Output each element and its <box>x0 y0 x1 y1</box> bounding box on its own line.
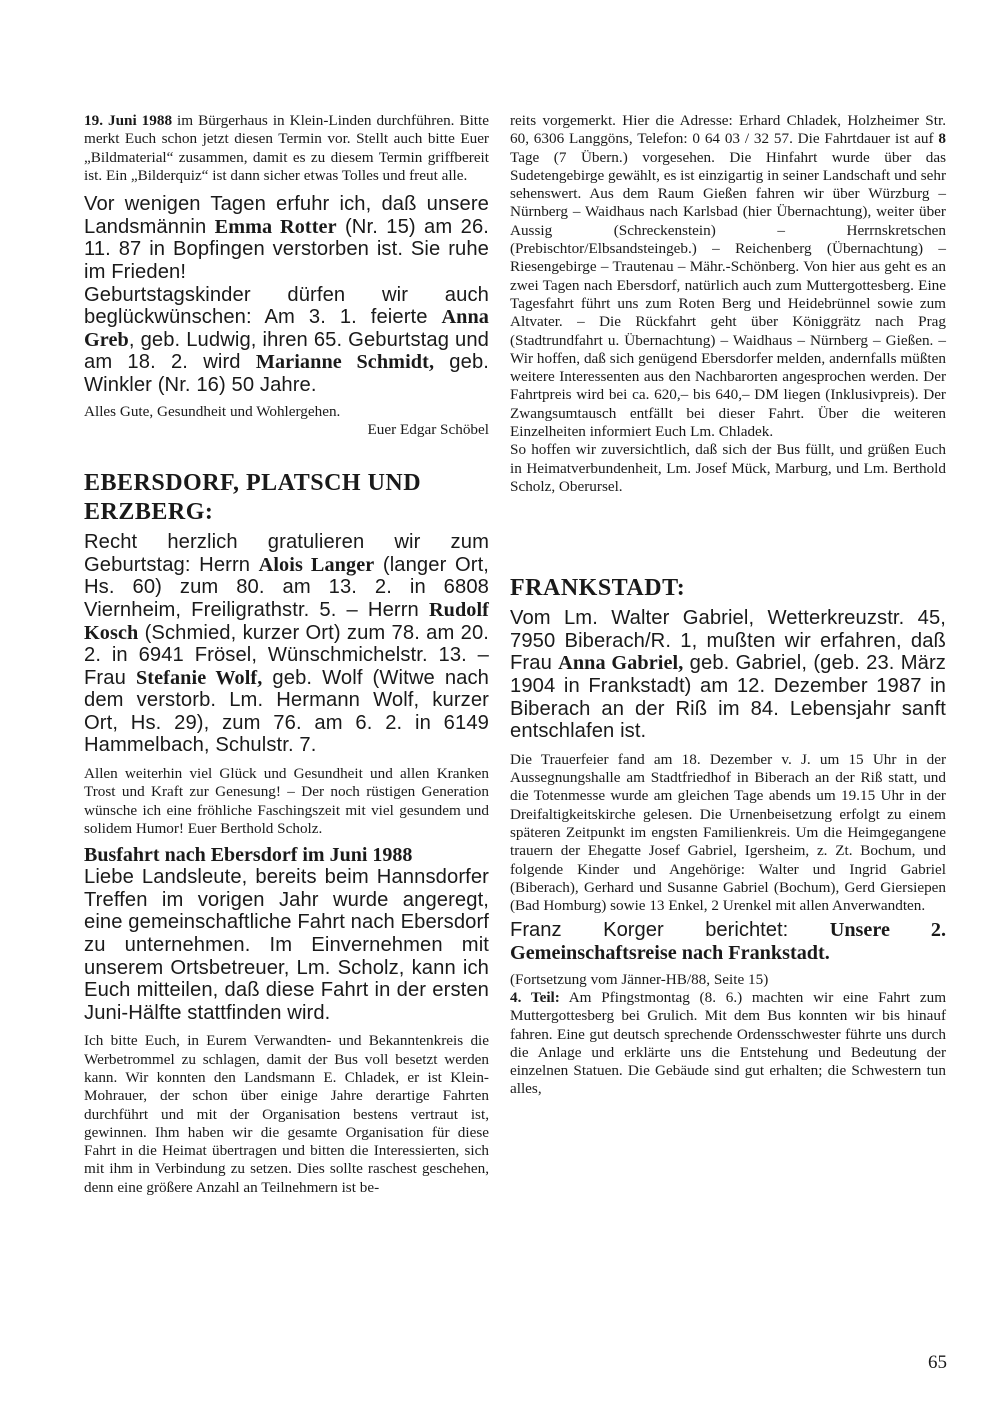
signature: Euer Edgar Schöbel <box>367 420 489 438</box>
continuation-note: (Fortsetzung vom Jänner-HB/88, Seite 15) <box>510 970 769 988</box>
closing-paragraph: Allen weiterhin viel Glück und Gesundheit und allen Kranken Trost und Kraft zur Genesung! – Der noch rüstigen Generation wünsche ich eine fröhliche Faschingszeit mit viel gesundem und solidem Humor! Euer Berthold Scholz. <box>84 765 489 837</box>
event-date: 19. Juni 1988 <box>84 112 173 129</box>
wishes-line: Alles Gute, Gesundheit und Wohlergehen. <box>84 402 341 420</box>
bus-trip-lead: Liebe Landsleute, bereits beim Hannsdorfer Treffen im vorigen Jahr wurde angeregt, eine gemeinschaftliche Fahrt nach Ebersdorf zu unternehmen. Im Einvernehmen mit unserem Ortsbetreuer, Lm. Scholz, kann ich Euch mitteilen, daß diese Fahrt in der ersten Juni-Hälfte stattfinden wird. <box>84 866 489 1024</box>
birthday-notice: Geburtstagskinder dürfen wir auch beglückwünschen: Am 3. 1. feierte Anna Greb, geb. Ludwig, ihren 65. Geburtstag und am 18. 2. wird Marianne Schmidt, geb. Winkler (Nr. 16) 50 Jahre. <box>84 283 489 396</box>
bus-trip-body: Ich bitte Euch, in Eurem Verwandten- und Bekanntenkreis die Werbetrommel zu schlagen, damit der Bus voll besetzt werden kann. Wir konnten den Landsmann E. Chladek, er ist Klein-Mohrauer, der schon über einige Jahre derartige Fahrten durchführt und mit der Organisation bestens vertraut ist, gewinnen. Ihm haben wir die gesamte Organisation für diese Fahrt in die Heimat übertragen und bitten die Interessierten, sich mit ihm in Verbindung zu setzen. Dies sollte raschest geschehen, denn eine größere Anzahl an Teilnehmern ist be- <box>84 1032 489 1196</box>
person-name: Alois Langer <box>258 553 375 576</box>
greeting-paragraph: So hoffen wir zuversichtlich, daß sich der Bus füllt, und grüßen Euch in Heimatverbundenheit, Lm. Josef Mück, Marburg, und Lm. Berthold Scholz, Oberursel. <box>510 441 946 495</box>
right-column <box>510 112 946 1099</box>
person-name: Rudolf Kosch <box>84 598 489 644</box>
person-name: Anna Gabriel, <box>558 652 684 675</box>
trip-details-paragraph: reits vorgemerkt. Hier die Adresse: Erhard Chladek, Holzheimer Str. 60, 6306 Langgöns, Telefon: 0 64 03 / 32 57. Die Fahrtdauer ist auf 8 Tage (7 Übern.) vorgesehen. Die Hinfahrt wurde über das Sudetengebirge gewählt, es ist einzigartig in seiner Landschaft und sehr sehenswert. Aus dem Raum Gießen fahren wir über Würzburg – Nürnberg – Waidhaus nach Karlsbad (hier Übernachtung), weiter über Aussig (Schreckenstein) – Herrnskretschen (Prebischtor/Elbsandsteingeb.) – Reichenberg (Übernachtung) – Riesengebirge – Trautenau – Mähr.-Schönberg. Von hier aus geht es an zwei Tagen nach Ebersdorf, natürlich auch zum Muttergottesberg. Eine Tagesfahrt führt uns zum Roten Berg und Heidebrünnel sowie zum Altvater. – Die Rückfahrt geht über Königgrätz nach Prag (Stadtrundfahrt u. Übernachtung) – Waidhaus – Nürnberg – Gießen. – Wir hoffen, daß sich genügend Ebersdorfer melden, andernfalls müßten weitere Interessenten aus den Nachbarorten angesprochen werden. Der Fahrtpreis wird bei ca. 620,– bis 640,– DM liegen (Inklusivpreis). Der Zwangsumtausch entfällt bei dieser Fahrt. Über die weiteren Einzelheiten informiert Euch Lm. Chladek. <box>510 112 946 441</box>
left-column <box>84 112 489 1197</box>
intro-paragraph: 19. Juni 1988 im Bürgerhaus in Klein-Linden durchführen. Bitte merkt Euch schon jetzt diesen Termin vor. Stellt auch bitte Euer „Bildmaterial“ zusammen, damit es zu diesem Termin griffbereit ist. Ein „Bilderquiz“ ist dann sicher etwas Tolles und freut alle. <box>84 112 489 184</box>
person-name: Emma Rotter <box>214 215 337 238</box>
page-number: 65 <box>928 1352 947 1373</box>
report-heading: Franz Korger berichtet: Unsere 2. Gemeinschaftsreise nach Frankstadt. <box>510 919 946 965</box>
subheading-bus-trip: Busfahrt nach Ebersdorf im Juni 1988 <box>84 844 413 867</box>
person-name: Marianne Schmidt, <box>255 351 435 374</box>
section-heading-frankstadt: FRANKSTADT: <box>510 575 686 602</box>
funeral-paragraph: Die Trauerfeier fand am 18. Dezember v. J. um 15 Uhr in der Aussegnungshalle am Stadtfriedhof in Biberach an der Riß statt, und die Totenmesse wurde am gleichen Tage abends um 19.15 Uhr in der Dreifaltigkeitskirche gelesen. Die Urnenbeisetzung erfolgt zu einem späteren Zeitpunkt im engsten Familienkreis. Um die Heimgegangene trauern der Ehegatte Josef Gabriel, Igersheim, z. Zt. Bochum, und folgende Kinder und Angehörige: Walter und Ingrid Gabriel (Biberach), Gerhard und Susanne Gabriel (Bochum), Gerd Giersiepen (Bad Homburg) sowie 13 Enkel, 2 Urenkel mit allen Anverwandten. <box>510 750 946 915</box>
trip-days: 8 <box>938 130 946 148</box>
part-label: 4. Teil: <box>510 988 560 1006</box>
person-name: Stefanie Wolf, <box>135 666 263 689</box>
congratulations-paragraph: Recht herzlich gratulieren wir zum Geburtstag: Herrn Alois Langer (langer Ort, Hs. 60) zum 80. am 13. 2. in 6808 Viernheim, Freiligrathstr. 5. – Herrn Rudolf Kosch (Schmied, kurzer Ort) zum 78. am 20. 2. in 6941 Frösel, Wünschmichelstr. 13. – Frau Stefanie Wolf, geb. Wolf (Witwe nach dem verstorb. Lm. Hermann Wolf, kurzer Ort, Hs. 29), zum 76. am 6. 2. in 6149 Hammelbach, Schulstr. 7. <box>84 531 490 757</box>
frankstadt-death-notice: Vom Lm. Walter Gabriel, Wetterkreuzstr. 45, 7950 Biberach/R. 1, mußten wir erfahren, daß Frau Anna Gabriel, geb. Gabriel, (geb. 23. März 1904 in Frankstadt) am 12. Dezember 1987 in Biberach an der Riß im 84. Lebensjahr sanft entschlafen ist. <box>510 607 946 743</box>
section-heading-ebersdorf: EBERSDORF, PLATSCH UND ERZBERG: <box>84 470 422 526</box>
part-four-paragraph: 4. Teil: Am Pfingstmontag (8. 6.) machten wir eine Fahrt zum Muttergottesberg bei Grulich. Mit dem Bus konnten wir bis hinauf fahren. Eine gut deutsch sprechende Ordensschwester führte uns durch die Anlage und erklärte uns die Entstehung und Bedeutung der einzelnen Statuen. Die Gebäude sind gut erhalten; die Schwestern tun alles, <box>510 988 947 1098</box>
person-name: Anna Greb <box>84 306 489 351</box>
death-notice: Vor wenigen Tagen erfuhr ich, daß unsere Landsmännin Emma Rotter (Nr. 15) am 26. 11. 87 in Bopfingen verstorben ist. Sie ruhe im Frieden! <box>84 193 489 283</box>
report-title: Unsere 2. Gemeinschaftsreise nach Frankstadt. <box>510 919 946 965</box>
